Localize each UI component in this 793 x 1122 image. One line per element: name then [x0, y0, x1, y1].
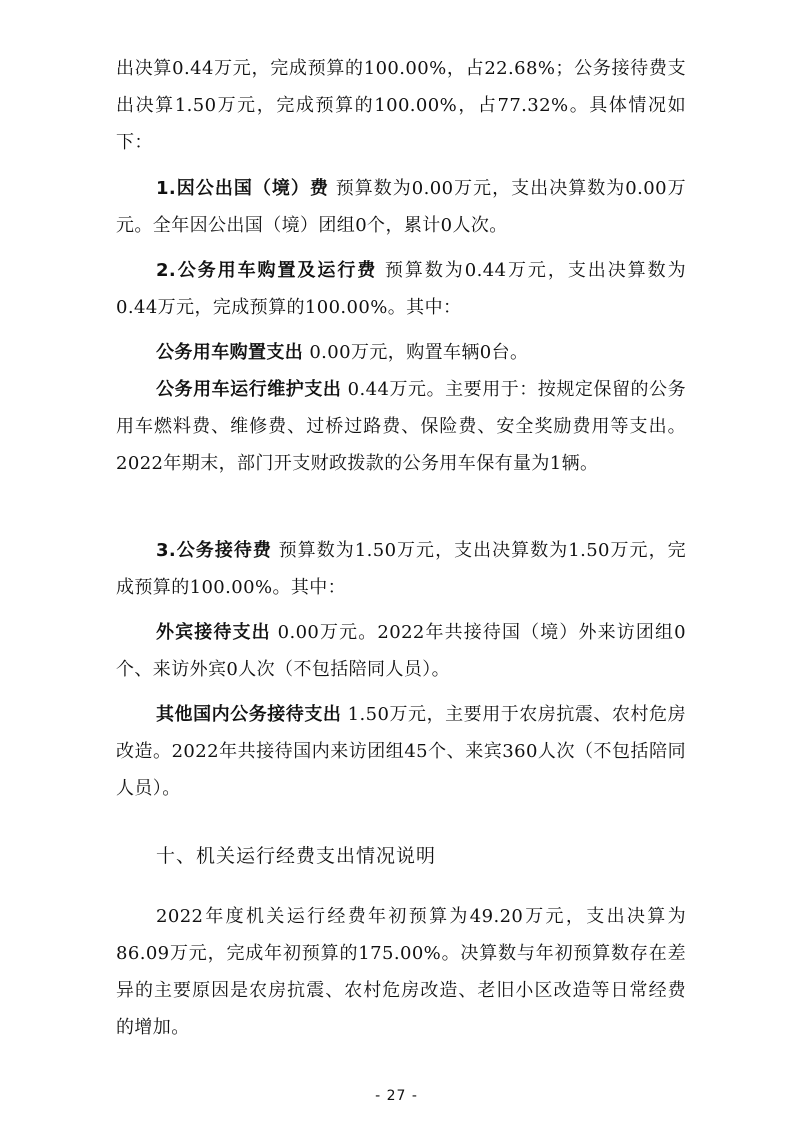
- paragraph-text: 预算数为1.50万元，支出决算数为1.50万元，完成预算的100.00%。其中：: [116, 540, 686, 598]
- paragraph-operating-costs: [116, 898, 686, 1046]
- paragraph-text: 0.00万元，购置车辆0台。: [303, 342, 529, 363]
- paragraph-text: 预算数为0.44万元，支出决算数为0.44万元，完成预算的100.00%。其中：: [116, 260, 686, 318]
- paragraph-vehicle-purchase: [116, 334, 686, 371]
- paragraph-lead: 公务用车购置支出: [156, 342, 304, 363]
- paragraph-continuation: [116, 50, 686, 161]
- paragraph-lead: 1.因公出国（境）费: [156, 178, 329, 199]
- paragraph-foreign-reception: [116, 614, 686, 688]
- paragraph-lead: 其他国内公务接待支出: [156, 704, 342, 725]
- paragraph-domestic-reception: [116, 696, 686, 807]
- paragraph-vehicle-maintenance: [116, 371, 686, 482]
- paragraph-lead: 3.公务接待费: [156, 540, 272, 561]
- paragraph-text: 0.44万元。主要用于：按规定保留的公务用车燃料费、维修费、过桥过路费、保险费、安全奖励费用等支出。2022年期末，部门开支财政拨款的公务用车保有量为1辆。: [116, 379, 686, 474]
- paragraph-text: 预算数为0.00万元，支出决算数为0.00万元。全年因公出国（境）团组0个，累计0人次。: [116, 178, 686, 236]
- section-heading: 十、机关运行经费支出情况说明: [156, 845, 437, 867]
- paragraph-text: 0.00万元。2022年共接待国（境）外来访团组0个、来访外宾0人次（不包括陪同人员）。: [116, 622, 686, 680]
- paragraph-lead: 公务用车运行维护支出: [156, 379, 342, 400]
- paragraph-lead: 外宾接待支出: [156, 622, 271, 643]
- paragraph-text: 2022年度机关运行经费年初预算为49.20万元，支出决算为86.09万元，完成年初预算的175.00%。决算数与年初预算数存在差异的主要原因是农房抗震、农村危房改造、老旧小区改造等日常经费的增加。: [116, 906, 686, 1038]
- paragraph-text: 1.50万元，主要用于农房抗震、农村危房改造。2022年共接待国内来访团组45个、来宾360人次（不包括陪同人员）。: [116, 704, 686, 799]
- paragraph-overseas-travel: [116, 170, 686, 244]
- paragraph-lead: 2.公务用车购置及运行费: [156, 260, 378, 281]
- paragraph-reception-costs: [116, 532, 686, 606]
- paragraph-text: 出决算0.44万元，完成预算的100.00%，占22.68%；公务接待费支出决算1.50万元，完成预算的100.00%，占77.32%。具体情况如下：: [116, 58, 686, 153]
- page-number: - 27 -: [375, 1088, 418, 1104]
- paragraph-vehicle-costs: [116, 252, 686, 326]
